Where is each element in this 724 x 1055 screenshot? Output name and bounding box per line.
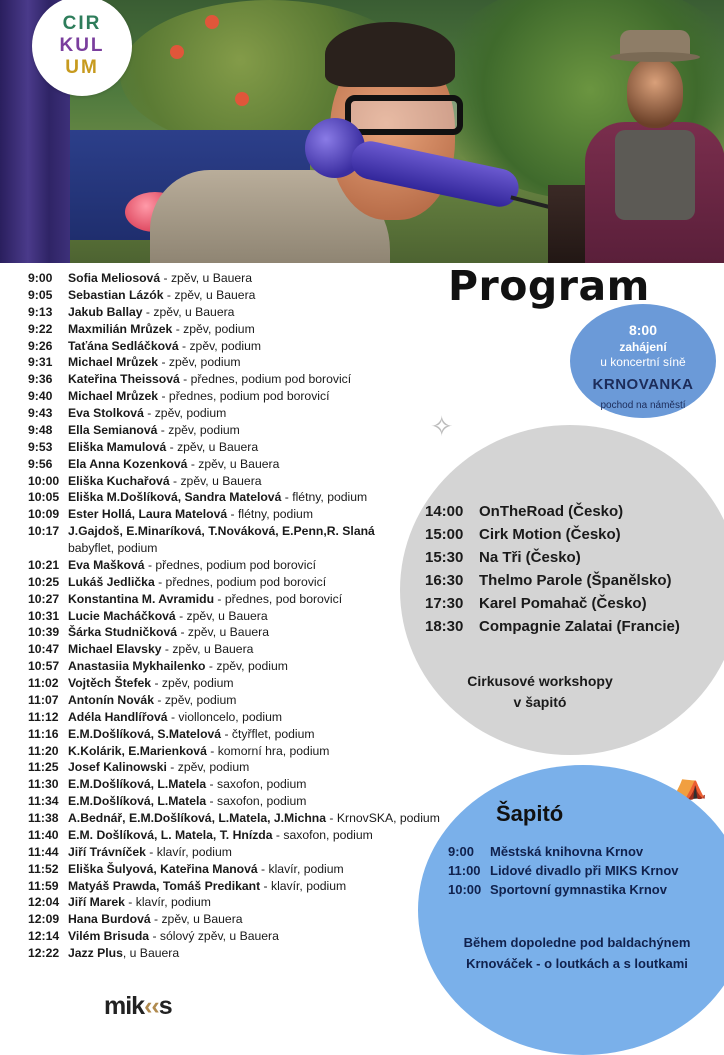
second-performer xyxy=(585,30,724,263)
performer-name: Jiří Trávníček xyxy=(68,844,146,859)
schedule-time: 9:05 xyxy=(28,287,53,302)
flower xyxy=(235,92,249,106)
sapito-name: Sportovní gymnastika Krnov xyxy=(490,882,667,897)
sapito-note: Během dopoledne pod baldachýnem Krnováček - o loutkách a s loutkami xyxy=(463,935,691,971)
show-item xyxy=(425,546,680,569)
schedule-row xyxy=(28,489,468,506)
schedule-row xyxy=(28,709,468,726)
performance-detail: , u Bauera xyxy=(122,946,180,960)
schedule-time: 10:27 xyxy=(28,591,60,606)
schedule-time: 11:25 xyxy=(28,760,59,775)
performance-detail: - zpěv, u Bauera xyxy=(142,304,235,319)
performer-name: Šárka Studničková xyxy=(68,625,178,640)
flower xyxy=(205,15,219,29)
performance-detail: - zpěv, u Bauera xyxy=(163,287,256,302)
show-time: 16:30 xyxy=(425,572,464,589)
schedule-row xyxy=(28,287,468,304)
schedule-row xyxy=(28,354,468,371)
performance-detail: - zpěv, u Bauera xyxy=(166,439,259,454)
miks-logo: mik‹‹s xyxy=(104,992,172,1020)
schedule-row xyxy=(28,675,468,692)
performance-detail: - zpěv, podium xyxy=(178,338,262,353)
show-time: 15:30 xyxy=(425,549,464,566)
performance-detail: - flétny, podium xyxy=(227,507,313,522)
performer-name: Maxmilián Mrůzek xyxy=(68,321,173,336)
sapito-name: Městská knihovna Krnov xyxy=(490,844,644,859)
schedule-row xyxy=(28,844,468,861)
performance-detail: - zpěv, u Bauera xyxy=(161,642,254,657)
performance-detail: - zpěv, podium xyxy=(158,355,241,370)
performer-name: Vilém Brisuda xyxy=(68,929,150,944)
schedule-time: 9:48 xyxy=(28,422,53,437)
performance-detail: - zpěv, u Bauera xyxy=(177,625,269,640)
schedule-row xyxy=(28,371,468,388)
schedule-time: 11:12 xyxy=(28,709,59,724)
performance-detail: - zpěv, podium xyxy=(205,659,288,674)
show-name: OnTheRoad (Česko) xyxy=(479,503,624,520)
show-name: Na Tři (Česko) xyxy=(479,549,581,566)
schedule-time: 9:31 xyxy=(28,355,53,370)
page-title: Program xyxy=(448,262,650,310)
acrobat-doodle-icon: ✧ xyxy=(430,411,454,442)
performer-name: Eva Stolková xyxy=(68,406,144,420)
schedule-row xyxy=(28,523,468,540)
schedule-time: 10:31 xyxy=(28,608,60,623)
performance-detail: - zpěv, u Bauera xyxy=(169,473,262,488)
opening-place: u koncertní síně xyxy=(600,355,686,369)
schedule-row xyxy=(28,506,468,523)
performance-detail: - zpěv, podium xyxy=(151,676,234,690)
schedule-time: 11:44 xyxy=(28,844,59,859)
performer-name: E.M.Došlíková, L.Matela xyxy=(68,777,207,792)
schedule-row xyxy=(28,270,468,287)
show-time: 17:30 xyxy=(425,595,464,612)
sapito-item xyxy=(448,880,679,899)
schedule-row xyxy=(28,388,468,405)
sapito-circle xyxy=(418,765,724,1055)
show-time: 15:00 xyxy=(425,526,464,543)
sapito-time: 11:00 xyxy=(448,863,481,878)
schedule-time: 9:36 xyxy=(28,372,53,387)
performer-name: Ella Semianová xyxy=(68,422,158,437)
performer-name: Konstantina M. Avramidu xyxy=(68,591,215,606)
performance-detail: - flétny, podium xyxy=(281,490,368,505)
schedule-time: 11:38 xyxy=(28,811,59,825)
performer-name: Matyáš Prawda, Tomáš Predikant xyxy=(68,878,261,893)
schedule-row xyxy=(28,658,468,675)
schedule-time: 10:25 xyxy=(28,574,60,589)
schedule-time: 9:22 xyxy=(28,321,53,336)
sapito-name: Lidové divadlo při MIKS Krnov xyxy=(490,863,679,878)
schedule-row xyxy=(28,810,468,827)
sapito-time: 9:00 xyxy=(448,844,475,859)
opening-venue: KRNOVANKA xyxy=(592,376,694,393)
performer-name: Kateřina Theissová xyxy=(68,372,180,387)
performance-detail: - zpěv, podium xyxy=(143,406,227,420)
schedule-row xyxy=(28,861,468,878)
opening-label: zahájení xyxy=(619,340,667,354)
schedule-row xyxy=(28,726,468,743)
schedule-time: 10:05 xyxy=(28,490,60,505)
schedule-time: 10:57 xyxy=(28,659,60,674)
show-time: 18:30 xyxy=(425,618,464,635)
show-name: Karel Pomahač (Česko) xyxy=(479,595,647,612)
schedule-time: 12:09 xyxy=(28,912,60,927)
schedule-time: 9:00 xyxy=(28,271,53,285)
schedule-row xyxy=(28,641,468,658)
schedule-row xyxy=(28,743,468,760)
performance-detail: - zpěv, u Bauera xyxy=(175,608,268,623)
schedule-time: 11:52 xyxy=(28,861,59,876)
schedule-time: 11:34 xyxy=(28,794,59,809)
performer-name: Eliška Kuchařová xyxy=(68,473,170,488)
performer-name: Antonín Novák xyxy=(68,692,154,707)
cirkulum-logo: CIR KUL UM xyxy=(32,0,132,96)
show-time: 14:00 xyxy=(425,503,464,520)
performer-name: E.M.Došlíková, S.Matelová xyxy=(68,726,222,741)
performance-detail: - přednes, podium pod borovicí xyxy=(158,389,330,404)
schedule-row xyxy=(28,456,468,473)
performer-name: Michael Mrůzek xyxy=(68,389,159,404)
performer-name: Sebastian Lázók xyxy=(68,287,164,302)
performer-name: Eliška Mamulová xyxy=(68,439,167,454)
performance-detail: - violloncelo, podium xyxy=(167,709,283,724)
performer-name: Jiří Marek xyxy=(68,895,125,910)
performer-name: E.M. Došlíková, L. Matela, T. Hnízda xyxy=(68,827,273,842)
performer-glasses xyxy=(345,95,463,135)
performer-name: Josef Kalinowski xyxy=(68,760,167,775)
schedule-time: 10:39 xyxy=(28,625,60,640)
show-item xyxy=(425,592,680,615)
performer-name: E.M.Došlíková, L.Matela xyxy=(68,794,207,809)
opening-note: pochod na náměstí xyxy=(600,400,686,411)
flower xyxy=(170,45,184,59)
performance-detail: - sólový zpěv, u Bauera xyxy=(149,929,279,944)
sapito-heading: Šapitó xyxy=(496,801,564,826)
schedule-row xyxy=(28,894,468,911)
schedule-row xyxy=(28,405,468,422)
schedule-row xyxy=(28,473,468,490)
tent-doodle-icon: ⛺ xyxy=(672,769,707,800)
opening-circle xyxy=(570,304,716,418)
schedule-time: 10:21 xyxy=(28,557,60,572)
schedule-row xyxy=(28,304,468,321)
performer-name: Ester Hollá, Laura Matelová xyxy=(68,507,228,522)
performer-name: Lucie Macháčková xyxy=(68,608,176,623)
show-name: Thelmo Parole (Španělsko) xyxy=(479,572,672,589)
performance-detail: - přednes, podium pod borovicí xyxy=(179,372,352,387)
schedule-time: 10:00 xyxy=(28,473,60,488)
schedule-time: 9:43 xyxy=(28,406,53,420)
performance-detail: - KrnovSKA, podium xyxy=(326,811,440,825)
schedule-time: 10:47 xyxy=(28,642,60,657)
performer-name: Ela Anna Kozenková xyxy=(68,456,188,471)
performer-name: Sofia Meliosová xyxy=(68,271,161,285)
sapito-item xyxy=(448,842,679,861)
performance-detail: - saxofon, podium xyxy=(206,777,307,792)
show-item xyxy=(425,523,680,546)
performance-detail: - saxofon, podium xyxy=(272,827,373,842)
performer-name: J.Gajdoš, E.Minaríková, T.Nováková, E.Penn,R. Slaná xyxy=(68,524,375,539)
performance-detail: - saxofon, podium xyxy=(206,794,307,809)
schedule-row xyxy=(28,911,468,928)
performer-name: Jazz Plus xyxy=(68,946,123,960)
schedule-row xyxy=(28,776,468,793)
schedule-time: 9:13 xyxy=(28,304,53,319)
performer-name: Adéla Handlířová xyxy=(68,709,168,724)
show-item xyxy=(425,500,680,523)
schedule-row xyxy=(28,624,468,641)
show-name: Cirk Motion (Česko) xyxy=(479,526,621,543)
performance-detail: - klavír, podium xyxy=(145,844,232,859)
schedule-row xyxy=(28,439,468,456)
schedule-row xyxy=(28,793,468,810)
performance-detail: - přednes, podium pod borovicí xyxy=(144,557,316,572)
schedule-row xyxy=(28,321,468,338)
schedule-row xyxy=(28,928,468,945)
performance-detail: - zpěv, podium xyxy=(157,422,240,437)
performer-name: Taťána Sedláčková xyxy=(68,338,179,353)
performer-name: Hana Burdová xyxy=(68,912,151,927)
schedule-time: 10:09 xyxy=(28,507,60,522)
performer-name: K.Kolárik, E.Marienková xyxy=(68,743,207,758)
schedule-time: 11:30 xyxy=(28,777,59,792)
performer-hair xyxy=(325,22,455,87)
sapito-time: 10:00 xyxy=(448,882,482,897)
show-name: Compagnie Zalatai (Francie) xyxy=(479,618,680,635)
schedule-time: 11:40 xyxy=(28,827,59,842)
schedule-time: 11:07 xyxy=(28,692,59,707)
performer-name: Vojtěch Štefek xyxy=(68,676,152,690)
performance-detail: - zpěv, u Bauera xyxy=(187,456,280,471)
performance-detail: - čtyřflet, podium xyxy=(221,726,315,741)
performer-name: Eliška Šulyová, Kateřina Manová xyxy=(68,861,258,876)
sapito-item xyxy=(448,861,679,880)
schedule-row xyxy=(28,827,468,844)
schedule-time: 9:56 xyxy=(28,456,53,471)
schedule-row xyxy=(28,759,468,776)
performance-detail: - zpěv, u Bauera xyxy=(150,912,243,927)
workshop-info: Cirkusové workshopy v šapitó xyxy=(467,673,613,710)
performance-detail: - klavír, podium xyxy=(260,878,347,893)
performance-detail: babyflet, podium xyxy=(68,541,158,555)
opening-time: 8:00 xyxy=(628,322,658,338)
performer-name: Anastasiia Mykhailenko xyxy=(68,659,206,674)
schedule-time: 12:04 xyxy=(28,895,60,910)
schedule-time: 9:53 xyxy=(28,439,53,454)
schedule-row xyxy=(28,945,468,962)
performance-detail: - komorní hra, podium xyxy=(206,743,330,758)
performance-detail: - klavír, podium xyxy=(124,895,211,910)
schedule-time: 12:14 xyxy=(28,929,60,944)
show-item xyxy=(425,615,680,638)
performance-detail: - zpěv, u Bauera xyxy=(160,271,253,285)
shows-circle xyxy=(400,425,724,755)
performance-detail: - zpěv, podium xyxy=(166,760,250,775)
schedule-time: 11:20 xyxy=(28,743,59,758)
performer-name: Michael Mrůzek xyxy=(68,355,159,370)
schedule-row xyxy=(28,878,468,895)
performer-name: A.Bednář, E.M.Došlíková, L.Matela, J.Michna xyxy=(68,811,327,825)
performance-detail: - zpěv, podium xyxy=(154,692,237,707)
performance-detail: - přednes, pod borovicí xyxy=(214,591,343,606)
shows-list xyxy=(425,500,680,638)
schedule-row xyxy=(28,422,468,439)
schedule-time: 10:17 xyxy=(28,524,60,539)
schedule-time: 12:22 xyxy=(28,946,60,960)
schedule-time: 9:26 xyxy=(28,338,53,353)
performer-name: Lukáš Jedlička xyxy=(68,574,155,589)
schedule-row xyxy=(28,692,468,709)
schedule-row xyxy=(28,540,468,557)
schedule-time: 11:16 xyxy=(28,726,59,741)
schedule-time: 11:02 xyxy=(28,676,59,690)
performance-detail: - klavír, podium xyxy=(257,861,344,876)
show-item xyxy=(425,569,680,592)
sapito-list xyxy=(448,842,679,899)
schedule-time: 9:40 xyxy=(28,389,53,404)
performer-name: Michael Elavsky xyxy=(68,642,162,657)
performer-name: Eva Mašková xyxy=(68,557,145,572)
performance-detail: - zpěv, podium xyxy=(172,321,255,336)
schedule-row xyxy=(28,338,468,355)
performance-detail: - přednes, podium pod borovicí xyxy=(154,574,327,589)
performer-name: Eliška M.Došlíková, Sandra Matelová xyxy=(68,490,282,505)
schedule-time: 11:59 xyxy=(28,878,59,893)
performer-name: Jakub Ballay xyxy=(68,304,143,319)
